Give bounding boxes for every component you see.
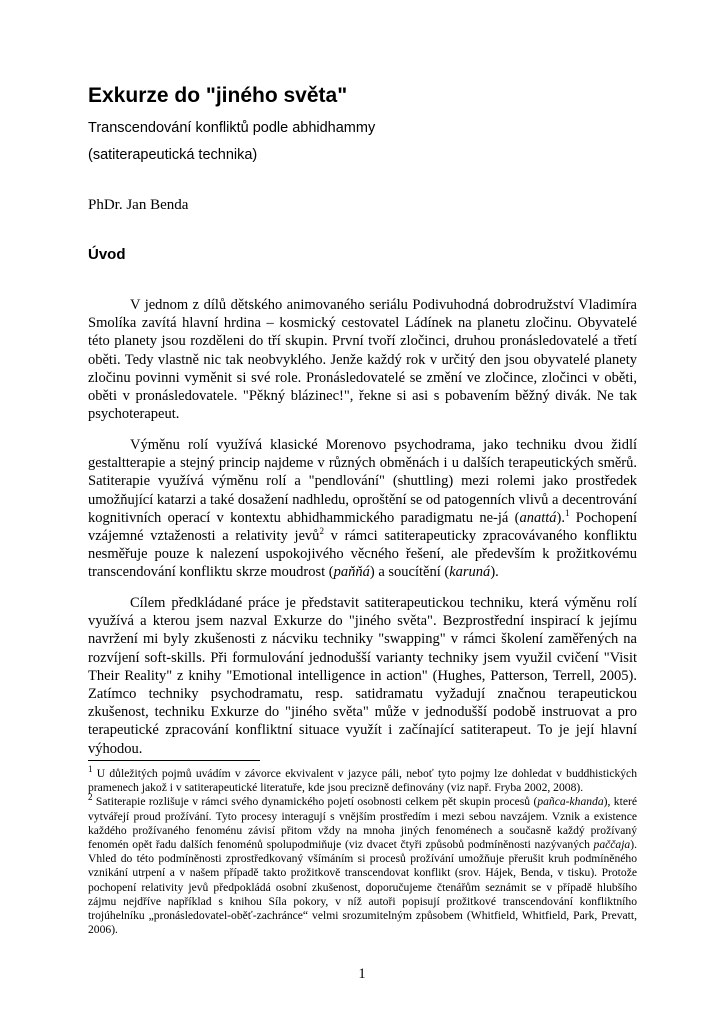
pali-term: anattá bbox=[519, 509, 557, 526]
paragraph-text: ). bbox=[490, 564, 499, 581]
pali-term: paččaja bbox=[593, 838, 631, 852]
paragraph-text: Cílem předkládané práce je představit satiterapeutickou techniku, která výměnu rolí využívá a kterou jsem nazval Exkurze do "jiného světa". Bezprostřední inspirací k jejímu navržení mi byly zkušenosti z nácviku techniky "swapping" v rámci školení zaměřených na rozvíjení soft-skills. Při formulování jednodušší varianty techniky jsem využil cvičení "Visit Their Reality" z knihy "Emotional intelligence in action" (Hughes, Patterson, Terrell, 2005). Zatímco techniky psychodramatu, resp. satidramatu vyžadují značnou terapeutickou zkušenost, techniku Exkurze do "jiného světa" může v jednodušší podobě instruovat a pro terapeutické zpracování konfliktní situace využít i začínající satiterapeut. To je její hlavní výhodou. bbox=[88, 595, 637, 757]
paragraph-text: ) a soucítění ( bbox=[369, 564, 450, 581]
paragraph-text: ). bbox=[556, 509, 565, 526]
body-text bbox=[88, 296, 637, 758]
footnote-ref: 1 bbox=[564, 507, 570, 518]
document-subtitle-note: (satiterapeutická technika) bbox=[88, 147, 258, 163]
footnote bbox=[88, 764, 637, 795]
pali-term: paňňá bbox=[333, 564, 370, 581]
footnote-text: Satiterapie rozlišuje v rámci svého dynamického pojetí osobnosti celkem pět skupin procesů ( bbox=[92, 795, 538, 809]
footnote-divider bbox=[88, 760, 260, 761]
footnote-number: 1 bbox=[88, 764, 93, 775]
pali-term: karuná bbox=[449, 564, 491, 581]
section-heading: Úvod bbox=[88, 246, 126, 263]
document-subtitle: Transcendování konfliktů podle abhidhammy bbox=[88, 120, 376, 136]
paragraph-text: V jednom z dílů dětského animovaného seriálu Podivuhodná dobrodružství Vladimíra Smolíka zavítá hlavní hrdina – kosmický cestovatel Ládínek na planetu zločinu. Obyvatelé této planety jsou rozděleni do tří skupin. První tvoří zločinci, druhou pronásledovatelé a třetí oběti. Tedy vlastně nic tak neobvyklého. Jenže každý rok v určitý den jsou obyvatelé planety zločinu povinni vyměnit si své role. Pronásledovatelé se změní ve zločince, zločinci v oběti, oběti v pronásledovatele. "Pěkný blázinec!", řekne si asi s pobavením běžný divák. Ne tak psychoterapeut. bbox=[88, 297, 637, 423]
author-name: PhDr. Jan Benda bbox=[88, 197, 189, 213]
footnote-text: ). Vhled do této podmíněnosti zprostředkovaný všímáním si procesů prožívání umožňuje přerušit kruh podmíněného vznikání utrpení a v našem případě takto prožitkově transcendovat konflikt (srov. Hájek, Benda, v tisku). Protože pochopení relativity jevů předpokládá osobní zkušenost, doporučujeme čtenářům seznámit se v případě hlubšího zájmu nejdříve například s knihou Síla pokory, v níž autoři popisují prožitkové transcendování konfliktního trojúhelníku „pronásledovatel-oběť-zachránce“ velmi srozumitelným způsobem (Whitfield, Whitfield, Park, Prevatt, 2006). bbox=[88, 838, 637, 937]
paragraph bbox=[88, 296, 637, 423]
footnote-text: U důležitých pojmů uvádím v závorce ekvivalent v jazyce páli, neboť tyto pojmy lze dohledat v buddhistických pramenech jakož i v satiterapeutické literatuře, kde jsou precizně definovány (viz např. Fryba 2002, 2008). bbox=[88, 767, 637, 795]
footnote-text: ), které vytvářejí proud prožívání. Tyto procesy interagují s vnějším prostředím i mezi sebou navzájem. Vznik a existence každého prožívaného fenoménu závisí přitom vždy na mnoha jiných fenoménech a současně každý prožívaný fenomén opět řadu dalších fenoménů spolupodmiňuje (viz dvacet čtyři způsobů podmíněnosti nazývaných bbox=[88, 795, 637, 852]
footnote-ref: 2 bbox=[319, 526, 324, 537]
document-title: Exkurze do "jiného světa" bbox=[88, 84, 348, 107]
footnote bbox=[88, 792, 637, 937]
footnotes bbox=[88, 764, 637, 937]
paragraph-text: Pochopení vzájemné vztaženosti a relativity jevů bbox=[88, 509, 637, 544]
pali-term: pañca-khanda bbox=[537, 795, 604, 809]
paragraph bbox=[88, 594, 637, 758]
footnote-number: 2 bbox=[88, 792, 93, 803]
paragraph-text: Výměnu rolí využívá klasické Morenovo psychodrama, jako techniku dvou židlí gestaltterapie a stejný princip najdeme v různých obměnách i u dalších terapeutických směrů. Satiterapie využívá výměnu rolí a "pendlování" (shuttling) mezi rolemi jako prostředek umožňující katarzi a také dosažení nadhledu, oproštění se od patogenních vlivů a decentrování kognitivních operací v kontextu abhidhammického paradigmatu ne-já ( bbox=[88, 436, 637, 526]
paragraph-text: v rámci satiterapeuticky zpracovávaného konfliktu nesměřuje pouze k nalezení uspokojivého věcného řešení, ale především k prožitkovému transcendování konfliktu skrze moudrost ( bbox=[88, 527, 637, 581]
paragraph bbox=[88, 436, 637, 582]
page-number: 1 bbox=[358, 966, 366, 982]
